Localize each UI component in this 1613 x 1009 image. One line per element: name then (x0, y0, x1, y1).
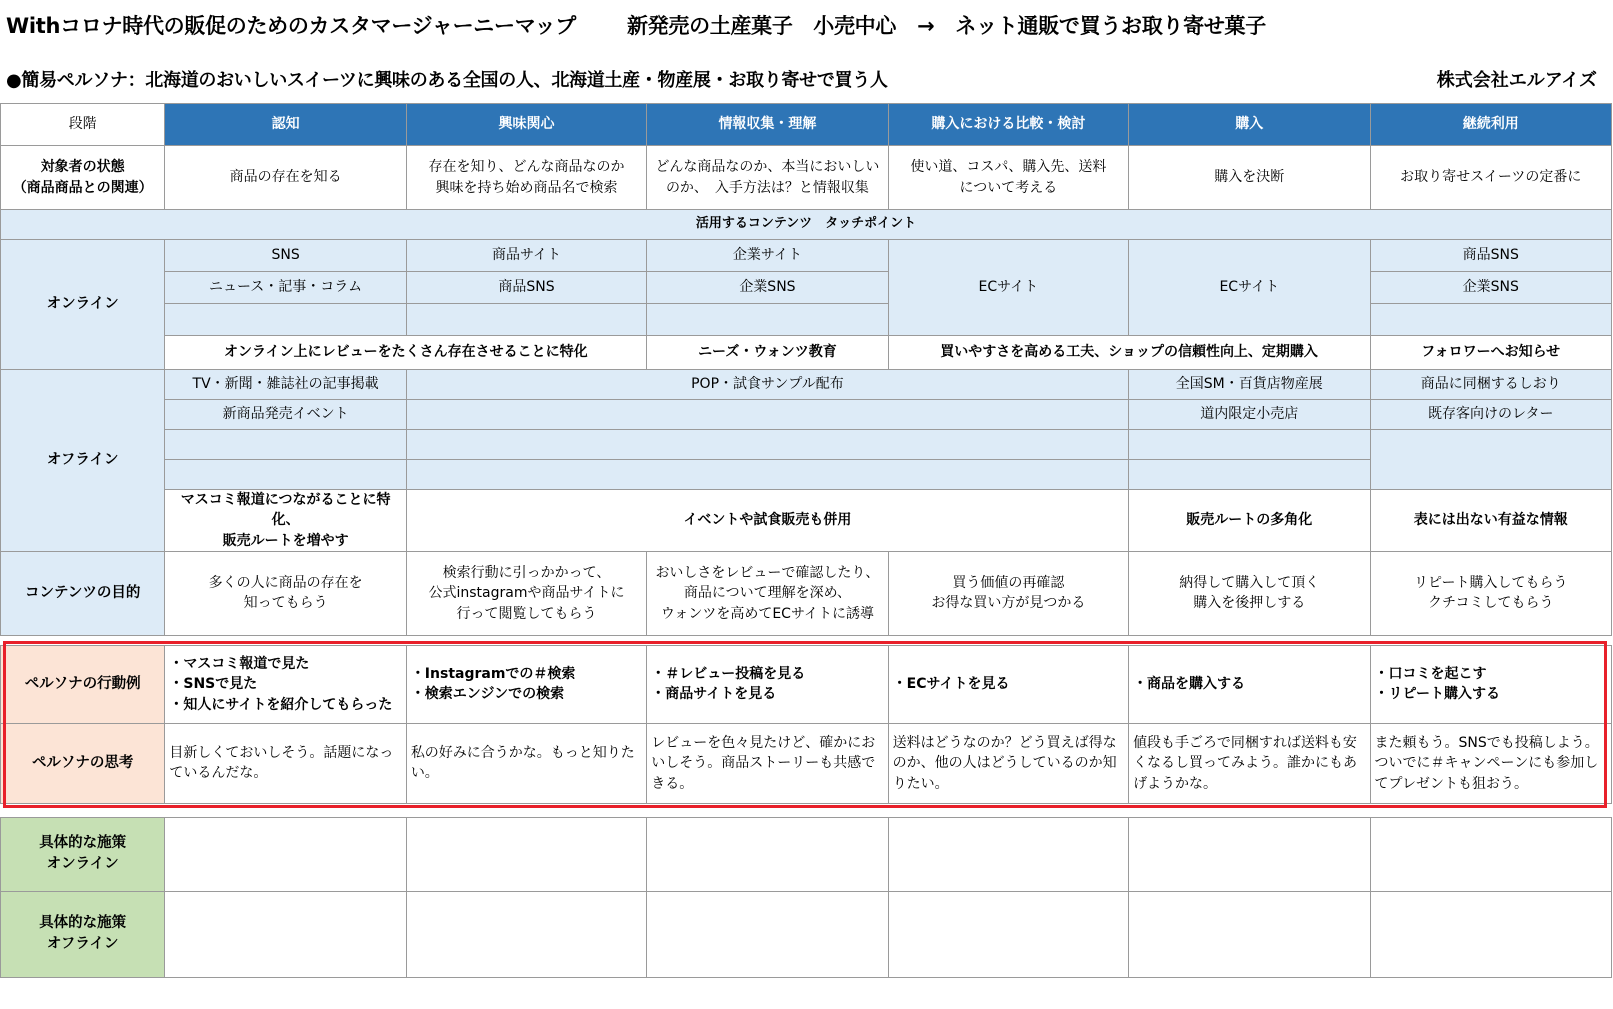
journey-table (0, 103, 1612, 978)
persona-thought-cell: 目新しくておいしそう。話題になっているんだな。 (165, 723, 406, 803)
purpose-cell: 納得して購入して頂く 購入を後押しする (1129, 551, 1370, 635)
measures-online-cell (1129, 817, 1370, 891)
persona-action-cell: ・マスコミ報道で見た ・SNSで見た ・知人にサイトを紹介してもらった (165, 645, 406, 723)
offline-touchpoint: 既存客向けのレター (1370, 400, 1612, 430)
online-strategy: フォロワーへお知らせ (1370, 336, 1612, 370)
offline-touchpoint-empty (1129, 460, 1370, 490)
measures-offline-cell (1370, 891, 1612, 977)
state-row (1, 146, 1612, 210)
online-row (1, 304, 1612, 336)
offline-strategy: 販売ルートの多角化 (1129, 490, 1370, 552)
online-label: オンライン (1, 240, 165, 370)
touchpoints-band: 活用するコンテンツ タッチポイント (1, 210, 1612, 240)
offline-strategy: イベントや試食販売も併用 (406, 490, 1128, 552)
persona-summary: ●簡易ペルソナ：北海道のおいしいスイーツに興味のある全国の人、北海道土産・物産展・お取り寄せで買う人 (6, 70, 888, 91)
offline-touchpoint-empty (406, 400, 1128, 430)
persona-action-cell: ・Instagramでの＃検索 ・検索エンジンでの検索 (406, 645, 646, 723)
online-touchpoint-empty (165, 304, 406, 336)
purpose-cell: おいしさをレビューで確認したり、 商品について理解を深め、 ウォンツを高めてECサイトに誘導 (647, 551, 888, 635)
online-strategy-row (1, 336, 1612, 370)
offline-row (1, 460, 1612, 490)
online-touchpoint: 企業SNS (647, 272, 888, 304)
stage-interest: 興味関心 (406, 104, 646, 146)
measures-online-cell (165, 817, 406, 891)
persona-thought-cell: 値段も手ごろで同梱すれば送料も安くなるし買ってみよう。誰かにもあげようかな。 (1129, 723, 1370, 803)
online-touchpoint: SNS (165, 240, 406, 272)
offline-touchpoint-empty (406, 460, 1128, 490)
touchpoints-band-row (1, 210, 1612, 240)
online-touchpoint: 商品SNS (406, 272, 646, 304)
measures-online-row (1, 817, 1612, 891)
offline-strategy: マスコミ報道につながることに特化、 販売ルートを増やす (165, 490, 406, 552)
measures-offline-row (1, 891, 1612, 977)
offline-label: オフライン (1, 370, 165, 552)
offline-touchpoint-empty (1129, 430, 1370, 460)
measures-online-label: 具体的な施策 オンライン (1, 817, 165, 891)
purpose-cell: 買う価値の再確認 お得な買い方が見つかる (888, 551, 1128, 635)
spacer (1, 635, 1612, 645)
stage-comparison: 購入における比較・検討 (888, 104, 1128, 146)
stage-awareness: 認知 (165, 104, 406, 146)
title-product: 新発売の土産菓子 小売中心 (626, 14, 897, 38)
stage-row (1, 104, 1612, 146)
offline-row (1, 430, 1612, 460)
online-touchpoint: 企業SNS (1370, 272, 1612, 304)
online-touchpoint-ec: ECサイト (888, 240, 1128, 336)
purpose-label: コンテンツの目的 (1, 551, 165, 635)
state-cell: どんな商品なのか、本当においしいのか、 入手方法は？と情報収集 (647, 146, 888, 210)
online-strategy: ニーズ・ウォンツ教育 (647, 336, 888, 370)
online-touchpoint: 商品SNS (1370, 240, 1612, 272)
title-target: ネット通販で買うお取り寄せ菓子 (955, 14, 1266, 38)
persona-thought-cell: レビューを色々見たけど、確かにおいしそう。商品ストーリーも共感できる。 (647, 723, 888, 803)
offline-touchpoint: 全国SM・百貨店物産展 (1129, 370, 1370, 400)
company-name: 株式会社エルアイズ (1436, 70, 1597, 91)
online-touchpoint: 企業サイト (647, 240, 888, 272)
online-row (1, 272, 1612, 304)
online-touchpoint: ニュース・記事・コラム (165, 272, 406, 304)
persona-thought-cell: また頼もう。SNSでも投稿しよう。ついでに＃キャンペーンにも参加してプレゼントも狙おう。 (1370, 723, 1612, 803)
offline-touchpoint: POP・試食サンプル配布 (406, 370, 1128, 400)
offline-strategy-row (1, 490, 1612, 552)
measures-online-cell (888, 817, 1128, 891)
offline-touchpoint: TV・新聞・雑誌社の記事掲載 (165, 370, 406, 400)
spacer-row (1, 635, 1612, 645)
persona-thought-cell: 送料はどうなのか？どう買えば得なのか、他の人はどうしているのか知りたい。 (888, 723, 1128, 803)
persona-action-cell: ・商品を購入する (1129, 645, 1370, 723)
online-touchpoint: 商品サイト (406, 240, 646, 272)
state-cell: お取り寄せスイーツの定番に (1370, 146, 1612, 210)
online-touchpoint-ec: ECサイト (1129, 240, 1370, 336)
offline-strategy: 表には出ない有益な情報 (1370, 490, 1612, 552)
state-cell: 購入を決断 (1129, 146, 1370, 210)
online-row (1, 240, 1612, 272)
measures-offline-cell (647, 891, 888, 977)
online-strategy: 買いやすさを高める工夫、ショップの信頼性向上、定期購入 (888, 336, 1370, 370)
measures-offline-cell (888, 891, 1128, 977)
stage-research: 情報収集・理解 (647, 104, 888, 146)
state-cell: 使い道、コスパ、購入先、送料 について考える (888, 146, 1128, 210)
state-label: 対象者の状態 （商品商品との関連） (1, 146, 165, 210)
state-cell: 商品の存在を知る (165, 146, 406, 210)
persona-thought-cell: 私の好みに合うかな。もっと知りたい。 (406, 723, 646, 803)
persona-thought-label: ペルソナの思考 (1, 723, 165, 803)
online-strategy: オンライン上にレビューをたくさん存在させることに特化 (165, 336, 647, 370)
measures-offline-cell (1129, 891, 1370, 977)
stage-purchase: 購入 (1129, 104, 1370, 146)
offline-row (1, 400, 1612, 430)
measures-offline-cell (406, 891, 646, 977)
offline-touchpoint-empty (1370, 430, 1612, 490)
offline-touchpoint-empty (165, 430, 406, 460)
title-arrow: → (917, 14, 935, 38)
offline-touchpoint: 道内限定小売店 (1129, 400, 1370, 430)
offline-touchpoint: 商品に同梱するしおり (1370, 370, 1612, 400)
spacer (1, 803, 1612, 817)
persona-action-label: ペルソナの行動例 (1, 645, 165, 723)
purpose-cell: リピート購入してもらう クチコミしてもらう (1370, 551, 1612, 635)
measures-offline-label: 具体的な施策 オフライン (1, 891, 165, 977)
stage-retention: 継続利用 (1370, 104, 1612, 146)
purpose-cell: 検索行動に引っかかって、 公式instagramや商品サイトに 行って閲覧してもらう (406, 551, 646, 635)
measures-online-cell (1370, 817, 1612, 891)
online-touchpoint-empty (647, 304, 888, 336)
online-touchpoint-empty (1370, 304, 1612, 336)
persona-action-cell: ・口コミを起こす ・リピート購入する (1370, 645, 1612, 723)
offline-touchpoint-empty (165, 460, 406, 490)
offline-touchpoint-empty (406, 430, 1128, 460)
purpose-cell: 多くの人に商品の存在を 知ってもらう (165, 551, 406, 635)
page-title (6, 10, 1266, 40)
measures-online-cell (406, 817, 646, 891)
measures-online-cell (647, 817, 888, 891)
offline-row (1, 370, 1612, 400)
online-touchpoint-empty (406, 304, 646, 336)
persona-thought-row (1, 723, 1612, 803)
title-main: Withコロナ時代の販促のためのカスタマージャーニーマップ (6, 14, 576, 38)
stage-label: 段階 (1, 104, 165, 146)
persona-action-row (1, 645, 1612, 723)
purpose-row (1, 551, 1612, 635)
persona-action-cell: ・＃レビュー投稿を見る ・商品サイトを見る (647, 645, 888, 723)
measures-offline-cell (165, 891, 406, 977)
persona-action-cell: ・ECサイトを見る (888, 645, 1128, 723)
state-cell: 存在を知り、どんな商品なのか 興味を持ち始め商品名で検索 (406, 146, 646, 210)
spacer-row (1, 803, 1612, 817)
offline-touchpoint: 新商品発売イベント (165, 400, 406, 430)
